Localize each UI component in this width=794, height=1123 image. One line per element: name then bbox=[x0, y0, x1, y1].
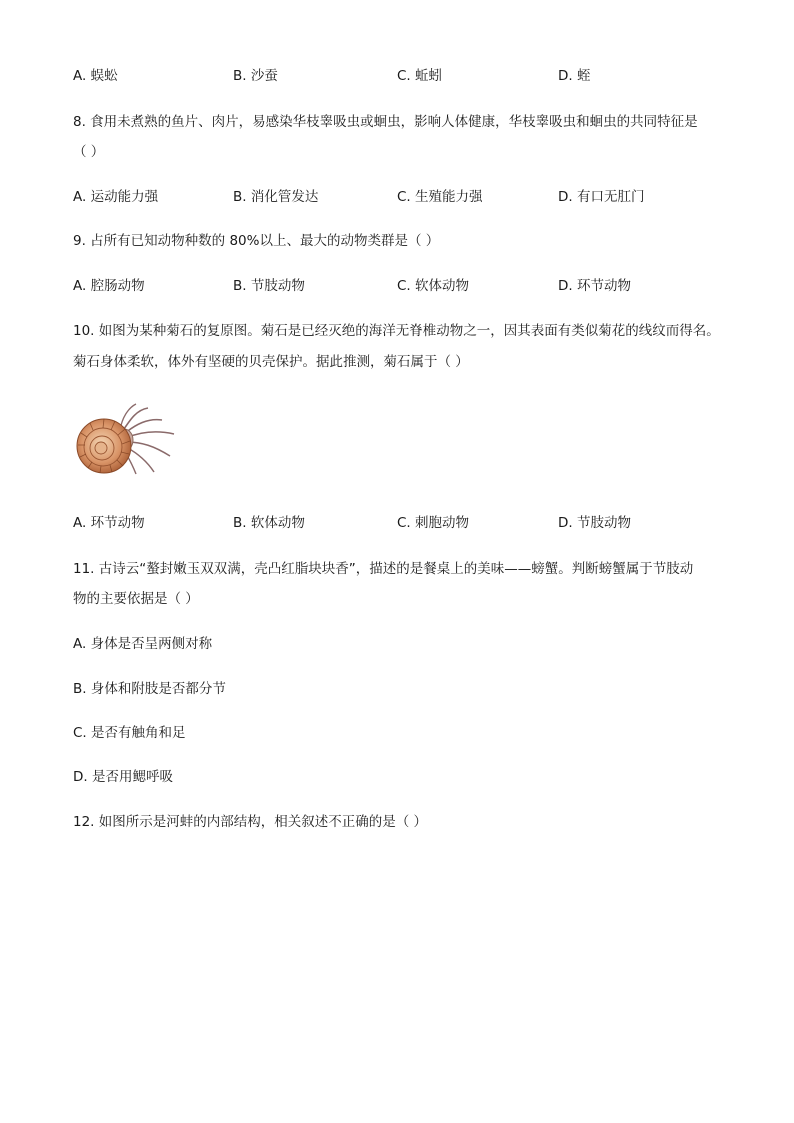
q10-options bbox=[73, 513, 733, 533]
q11-option-a[interactable]: A. 身体是否呈两侧对称 bbox=[73, 636, 213, 652]
ammonite-illustration-icon bbox=[70, 400, 182, 480]
q7-option-a[interactable]: A. 蜈蚣 bbox=[73, 68, 118, 84]
q11-option-b[interactable]: B. 身体和附肢是否都分节 bbox=[73, 681, 226, 697]
q8-option-d[interactable]: D. 有口无肛门 bbox=[558, 189, 645, 205]
q11-stem-line1: 11. 古诗云“螯封嫩玉双双满，壳凸红脂块块香”，描述的是餐桌上的美味——螃蟹。判断螃蟹属于节肢动 bbox=[73, 561, 694, 577]
q9-options bbox=[73, 276, 733, 296]
q7-options bbox=[73, 66, 733, 86]
q9-option-b[interactable]: B. 节肢动物 bbox=[233, 278, 305, 294]
q7-option-d[interactable]: D. 蛭 bbox=[558, 68, 591, 84]
q10-stem-line2: 菊石身体柔软，体外有坚硬的贝壳保护。据此推测，菊石属于（ ） bbox=[73, 354, 469, 370]
q10-stem-line1: 10. 如图为某种菊石的复原图。菊石是已经灭绝的海洋无脊椎动物之一，因其表面有类似菊花的线纹而得名。 bbox=[73, 323, 720, 339]
q10-option-c[interactable]: C. 刺胞动物 bbox=[397, 515, 470, 531]
q8-option-c[interactable]: C. 生殖能力强 bbox=[397, 189, 483, 205]
q9-option-c[interactable]: C. 软体动物 bbox=[397, 278, 470, 294]
q11-stem-line2: 物的主要依据是（ ） bbox=[73, 591, 199, 607]
q9-stem: 9. 占所有已知动物种数的 80%以上、最大的动物类群是（ ） bbox=[73, 233, 440, 249]
q9-option-d[interactable]: D. 环节动物 bbox=[558, 278, 631, 294]
q12-stem: 12. 如图所示是河蚌的内部结构，相关叙述不正确的是（ ） bbox=[73, 814, 428, 830]
q11-option-d[interactable]: D. 是否用鳃呼吸 bbox=[73, 769, 173, 785]
q8-options bbox=[73, 187, 733, 207]
q9-option-a[interactable]: A. 腔肠动物 bbox=[73, 278, 145, 294]
q10-option-a[interactable]: A. 环节动物 bbox=[73, 515, 145, 531]
q10-option-d[interactable]: D. 节肢动物 bbox=[558, 515, 631, 531]
q8-stem-line2: （ ） bbox=[73, 144, 105, 160]
q10-option-b[interactable]: B. 软体动物 bbox=[233, 515, 305, 531]
q7-option-c[interactable]: C. 蚯蚓 bbox=[397, 68, 443, 84]
q8-option-b[interactable]: B. 消化管发达 bbox=[233, 189, 319, 205]
q8-option-a[interactable]: A. 运动能力强 bbox=[73, 189, 159, 205]
q11-option-c[interactable]: C. 是否有触角和足 bbox=[73, 725, 186, 741]
q7-option-b[interactable]: B. 沙蚕 bbox=[233, 68, 278, 84]
q8-stem-line1: 8. 食用未煮熟的鱼片、肉片，易感染华枝睾吸虫或蛔虫，影响人体健康，华枝睾吸虫和蛔虫的共同特征是 bbox=[73, 114, 698, 130]
